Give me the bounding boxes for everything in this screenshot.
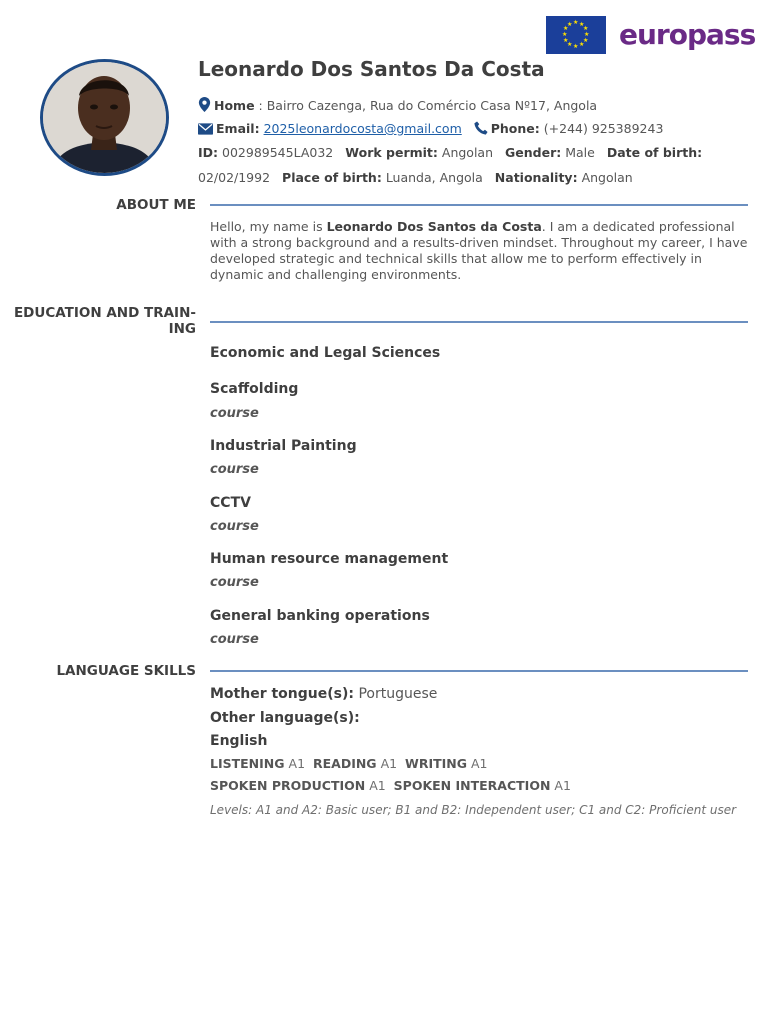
about-rest: . I am a dedicated professional with a strong background and a results-driven mindset. Throughout my career, I have developed strategic and technical skills that allow me to perform effectively in dynamic and challenging environments. <box>210 219 748 282</box>
gender-value: Male <box>565 145 595 160</box>
email-link[interactable]: 2025leonardocosta@gmail.com <box>263 121 462 136</box>
home-value: Bairro Cazenga, Rua do Comércio Casa Nº17, Angola <box>266 98 598 113</box>
work-permit-label: Work permit: <box>345 145 438 160</box>
education-item-title: CCTV <box>210 495 251 511</box>
education-item-title: Human resource management <box>210 551 449 567</box>
envelope-icon <box>198 123 213 135</box>
education-item-type: course <box>210 575 259 590</box>
education-title-line-2: ING <box>168 321 196 337</box>
pob-label: Place of birth: <box>282 170 382 185</box>
writing-label: WRITING <box>405 756 467 771</box>
work-permit-value: Angolan <box>441 145 494 160</box>
listening-label: LISTENING <box>210 756 285 771</box>
gender-label: Gender: <box>505 145 562 160</box>
education-item-title: Economic and Legal Sciences <box>210 345 441 361</box>
mother-tongue-value: Portuguese <box>358 686 438 702</box>
about-divider <box>210 204 748 206</box>
candidate-name: Leonardo Dos Santos Da Costa <box>198 57 545 81</box>
reading-label: READING <box>312 756 377 771</box>
reading-value: A1 <box>380 756 398 771</box>
education-section-title <box>14 305 196 337</box>
spoken-production-label: SPOKEN PRODUCTION <box>210 778 366 793</box>
id-value: 002989545LA032 <box>222 145 334 160</box>
education-item-title: Industrial Painting <box>210 438 357 454</box>
contact-line <box>198 121 663 137</box>
mother-tongue-line <box>210 686 437 702</box>
education-item-title: General banking operations <box>210 608 430 624</box>
spoken-interaction-label: SPOKEN INTERACTION <box>393 778 551 793</box>
phone-icon <box>474 121 488 135</box>
spoken-interaction-value: A1 <box>554 778 571 793</box>
education-item-type: course <box>210 519 259 534</box>
email-label: Email: <box>216 121 260 136</box>
about-text <box>210 219 752 283</box>
language-skills-line-1 <box>210 756 488 771</box>
nationality-label: Nationality: <box>494 170 578 185</box>
education-item-type: course <box>210 406 259 421</box>
language-name-text: English <box>210 733 268 749</box>
education-divider <box>210 321 748 323</box>
europass-logo <box>546 16 755 54</box>
dob-value: 02/02/1992 <box>198 170 271 185</box>
phone-value: (+244) 925389243 <box>543 121 664 136</box>
about-section-title: ABOUT ME <box>116 197 196 213</box>
spoken-production-value: A1 <box>369 778 386 793</box>
other-languages-text: Other language(s): <box>210 710 360 726</box>
nationality-value: Angolan <box>581 170 633 185</box>
phone-label: Phone: <box>490 121 540 136</box>
language-name <box>210 733 267 749</box>
home-address-line: Home : Bairro Cazenga, Rua do Comércio Casa Nº17, Angola <box>198 97 597 114</box>
pob-value: Luanda, Angola <box>385 170 483 185</box>
home-label: Home <box>214 98 255 113</box>
writing-value: A1 <box>470 756 488 771</box>
education-item-title: Scaffolding <box>210 381 299 397</box>
profile-photo <box>40 59 169 176</box>
id-label: ID: <box>198 145 219 160</box>
language-section-title: LANGUAGE SKILLS <box>56 663 196 679</box>
mother-tongue-label: Mother tongue(s): <box>210 686 354 702</box>
education-item-type: course <box>210 632 259 647</box>
levels-note: Levels: A1 and A2: Basic user; B1 and B2: Independent user; C1 and C2: Proficient user <box>210 803 737 817</box>
about-intro: Hello, my name is <box>210 219 327 234</box>
location-pin-icon <box>198 97 211 112</box>
personal-info-line-1 <box>198 145 702 161</box>
other-languages-label <box>210 710 360 726</box>
listening-value: A1 <box>288 756 306 771</box>
dob-label: Date of birth: <box>606 145 703 160</box>
language-skills-line-2 <box>210 778 571 793</box>
europass-wordmark: europass <box>619 18 756 51</box>
personal-info-line-2 <box>198 170 633 186</box>
language-divider <box>210 670 748 672</box>
education-title-line-1: EDUCATION AND TRAIN- <box>13 305 196 321</box>
about-name: Leonardo Dos Santos da Costa <box>326 219 542 234</box>
eu-flag-icon: ★ ★ ★ ★ ★ ★ ★ ★ ★ ★ ★ ★ <box>546 16 606 54</box>
education-item-type: course <box>210 462 259 477</box>
